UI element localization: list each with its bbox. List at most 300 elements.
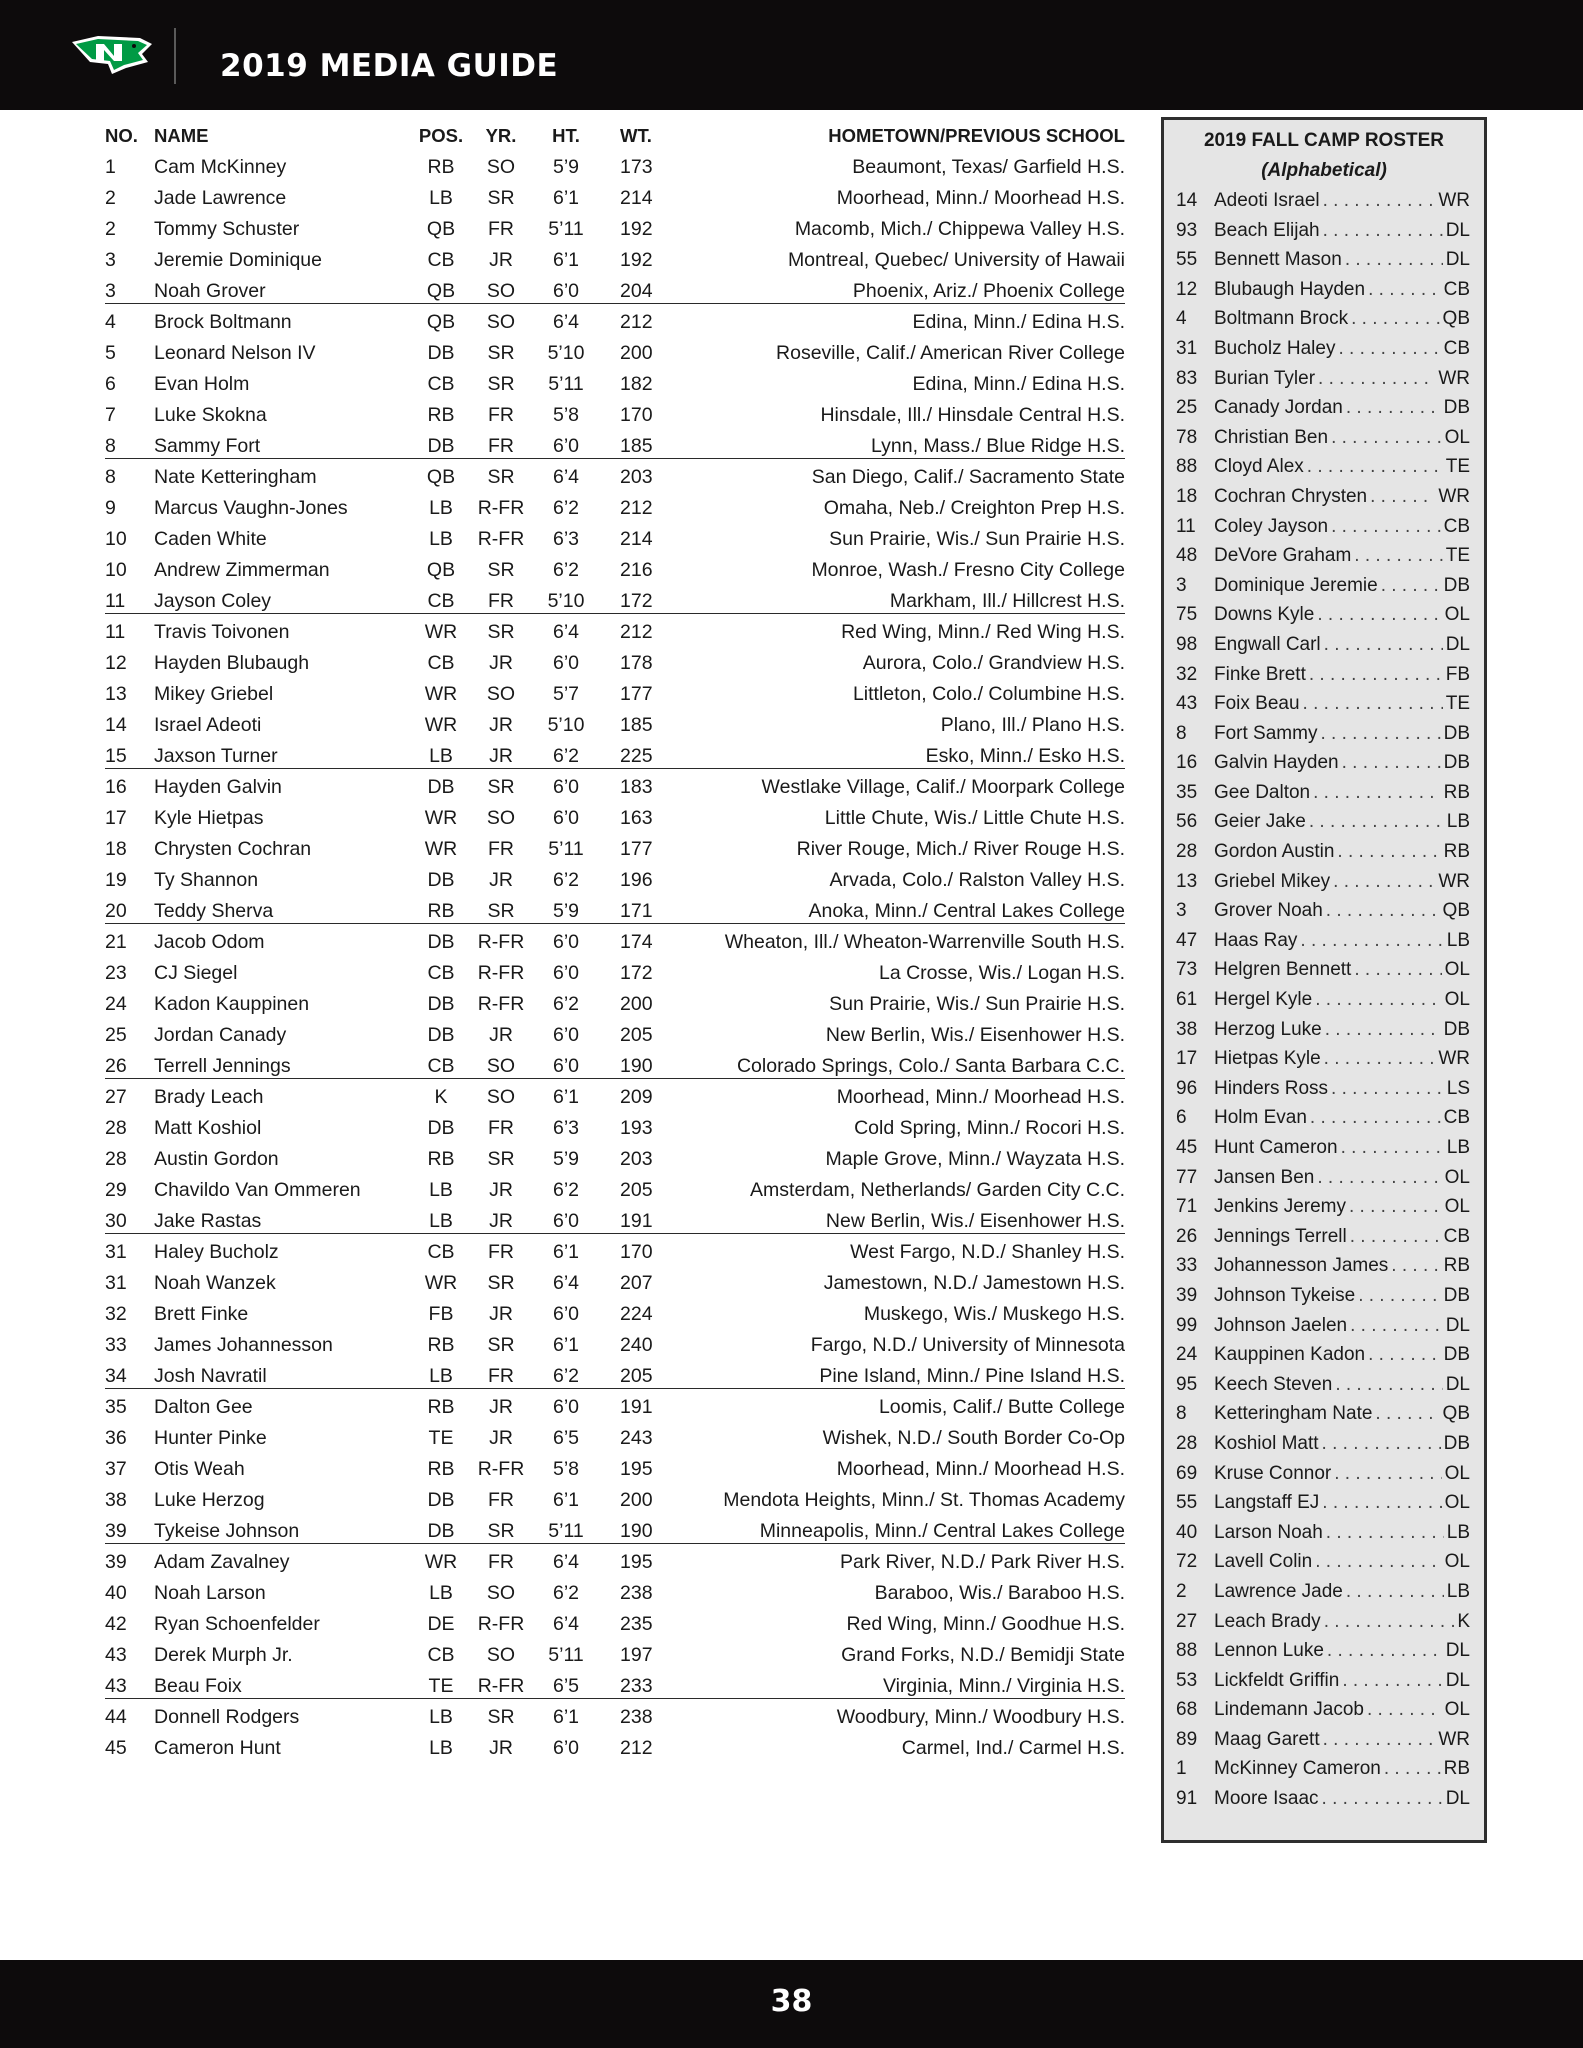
cell-ht: 6’0 [552,652,580,674]
cell-yr: R-FR [477,497,525,519]
list-item [1164,364,1484,394]
list-item-name: Foix Beau [1214,693,1300,715]
cell-pos: DB [427,993,455,1015]
list-item-position: DB [1443,1018,1470,1040]
list-item [1164,1784,1484,1814]
cell-ht: 5’9 [552,1148,580,1170]
cell-no: 21 [105,931,127,953]
dot-leader [1375,1403,1439,1425]
table-row [0,492,1140,523]
list-item-body [1214,1137,1470,1159]
table-row [0,554,1140,585]
list-item [1164,1577,1484,1607]
cell-no: 45 [105,1737,127,1759]
list-item [1164,1163,1484,1193]
cell-wt: 200 [620,1489,653,1511]
cell-yr: FR [488,590,514,612]
dot-leader [1327,1640,1443,1662]
list-item [1164,719,1484,749]
cell-wt: 170 [620,1241,653,1263]
list-item-position: OL [1444,989,1470,1011]
cell-hometown: Arvada, Colo./ Ralston Valley H.S. [829,869,1125,891]
cell-hometown: Aurora, Colo./ Grandview H.S. [862,652,1125,674]
cell-name: Jacob Odom [154,931,265,953]
dot-leader [1368,279,1441,301]
cell-ht: 6’1 [552,249,580,271]
cell-hometown: Loomis, Calif./ Butte College [878,1396,1125,1418]
cell-pos: RB [427,1396,455,1418]
cell-ht: 6’4 [552,1551,580,1573]
cell-pos: LB [429,1737,453,1759]
cell-name: Hayden Galvin [154,776,282,798]
list-item-body [1214,1107,1470,1129]
list-item-body [1214,1255,1470,1277]
cell-no: 3 [105,280,116,302]
table-row [0,1608,1140,1639]
list-item-body [1214,249,1470,271]
cell-hometown: Moorhead, Minn./ Moorhead H.S. [836,1458,1125,1480]
list-item-body [1214,604,1470,626]
cell-hometown: Fargo, N.D./ University of Minnesota [810,1334,1125,1356]
dot-leader [1358,1285,1440,1307]
cell-pos: LB [429,497,453,519]
dot-leader [1326,1522,1444,1544]
dot-leader [1354,545,1442,567]
dot-leader [1307,456,1443,478]
cell-yr: FR [488,218,514,240]
list-item-position: QB [1442,308,1470,330]
cell-hometown: Little Chute, Wis./ Little Chute H.S. [824,807,1125,829]
list-item-name: Kauppinen Kadon [1214,1344,1366,1366]
cell-yr: FR [488,435,514,457]
list-item-position: DL [1445,1669,1470,1691]
cell-pos: DB [427,1024,455,1046]
cell-name: CJ Siegel [154,962,238,984]
cell-yr: SR [487,1334,515,1356]
cell-yr: R-FR [477,1458,525,1480]
dot-leader [1335,1374,1442,1396]
list-item [1164,275,1484,305]
list-item-name: Lavell Colin [1214,1551,1313,1573]
cell-name: Terrell Jennings [154,1055,291,1077]
cell-wt: 178 [620,652,653,674]
table-row [0,1515,1140,1546]
table-row [0,678,1140,709]
list-item-body [1214,338,1470,360]
list-item-body [1214,1463,1470,1485]
list-item-name: Hietpas Kyle [1214,1048,1321,1070]
cell-name: Donnell Rodgers [154,1706,300,1728]
cell-ht: 6’1 [552,1489,580,1511]
table-row [0,1670,1140,1701]
page-number: 38 [770,1984,813,2019]
table-row [0,461,1140,492]
cell-hometown: Colorado Springs, Colo./ Santa Barbara C.C. [736,1055,1125,1077]
cell-ht: 6’1 [552,1241,580,1263]
list-item-name: Lindemann Jacob [1214,1699,1364,1721]
fall-camp-roster-box [1161,117,1487,1843]
cell-no: 36 [105,1427,127,1449]
cell-yr: SR [487,1706,515,1728]
cell-yr: SR [487,559,515,581]
cell-name: Hunter Pinke [154,1427,267,1449]
list-item-number: 38 [1176,1018,1198,1040]
cell-ht: 5’11 [548,1644,584,1666]
list-item-position: CB [1443,278,1470,300]
cell-no: 35 [105,1396,127,1418]
cell-yr: FR [488,1551,514,1573]
cell-yr: SO [486,1055,516,1077]
list-item-name: Gee Dalton [1214,781,1311,803]
cell-yr: FR [488,404,514,426]
cell-ht: 6’1 [552,1086,580,1108]
dot-leader [1325,1019,1441,1041]
table-row [0,1236,1140,1267]
cell-name: Brock Boltmann [154,311,292,333]
list-item-name: Engwall Carl [1214,633,1321,655]
cell-ht: 6’2 [552,559,580,581]
list-item-number: 27 [1176,1610,1198,1632]
cell-pos: QB [426,311,456,333]
dot-leader [1381,575,1441,597]
cell-ht: 6’5 [552,1427,580,1449]
list-item-name: Larson Noah [1214,1521,1323,1543]
cell-wt: 214 [620,187,653,209]
cell-wt: 185 [620,714,653,736]
cell-pos: WR [424,714,458,736]
list-item-number: 88 [1176,456,1198,478]
cell-hometown: Lynn, Mass./ Blue Ridge H.S. [871,435,1125,457]
list-item-name: Canady Jordan [1214,397,1343,419]
list-item [1164,867,1484,897]
list-item-position: LB [1446,811,1470,833]
list-item-body [1214,634,1470,656]
list-item-position: OL [1444,1699,1470,1721]
list-item-body [1214,1670,1470,1692]
cell-no: 30 [105,1210,127,1232]
cell-hometown: Esko, Minn./ Esko H.S. [925,745,1125,767]
dot-leader [1324,1611,1455,1633]
cell-ht: 6’0 [552,931,580,953]
list-item [1164,1103,1484,1133]
cell-name: Brady Leach [154,1086,264,1108]
cell-wt: 192 [620,218,653,240]
cell-pos: QB [426,280,456,302]
list-item-name: Johannesson James [1214,1255,1389,1277]
list-item-position: OL [1444,604,1470,626]
dot-leader [1322,1492,1441,1514]
list-item-name: Koshiol Matt [1214,1432,1319,1454]
cell-yr: JR [489,1210,513,1232]
list-item-body [1214,1640,1470,1662]
cell-wt: 235 [620,1613,653,1635]
cell-ht: 6’1 [552,1706,580,1728]
cell-hometown: Virginia, Minn./ Virginia H.S. [882,1675,1125,1697]
cell-ht: 6’0 [552,1024,580,1046]
list-item-body [1214,1048,1470,1070]
cell-hometown: San Diego, Calif./ Sacramento State [811,466,1125,488]
list-item-position: WR [1438,870,1470,892]
cell-pos: RB [427,1334,455,1356]
cell-yr: SO [486,1582,516,1604]
cell-pos: CB [427,652,455,674]
cell-no: 11 [105,621,126,643]
cell-name: Cameron Hunt [154,1737,281,1759]
list-item-number: 91 [1176,1788,1198,1810]
cell-hometown: Baraboo, Wis./ Baraboo H.S. [874,1582,1125,1604]
cell-yr: SO [486,1644,516,1666]
list-item-number: 40 [1176,1521,1198,1543]
cell-ht: 6’0 [552,962,580,984]
dot-leader [1342,752,1441,774]
cell-pos: LB [429,187,453,209]
sidebar-list [1164,186,1484,1814]
table-row [0,616,1140,647]
cell-no: 11 [105,590,126,612]
list-item-position: LB [1446,1137,1470,1158]
cell-ht: 5’10 [547,714,585,736]
list-item-position: WR [1438,485,1470,507]
list-item [1164,423,1484,453]
cell-wt: 238 [620,1706,653,1728]
cell-pos: LB [429,1210,453,1232]
list-item-number: 45 [1176,1137,1198,1158]
cell-hometown: Wishek, N.D./ South Border Co-Op [822,1427,1125,1449]
cell-hometown: Macomb, Mich./ Chippewa Valley H.S. [794,218,1125,240]
cell-hometown: La Crosse, Wis./ Logan H.S. [878,962,1125,984]
list-item [1164,600,1484,630]
col-header-ht: HT. [552,125,580,146]
list-item-body [1214,664,1470,686]
dot-leader [1351,308,1439,330]
cell-pos: CB [427,249,455,271]
cell-no: 8 [105,466,116,488]
cell-yr: R-FR [477,931,525,953]
dot-leader [1345,249,1443,271]
cell-hometown: Plano, Ill./ Plano H.S. [940,714,1125,736]
table-row [0,1484,1140,1515]
list-item-name: Coley Jayson [1214,515,1329,537]
cell-hometown: Edina, Minn./ Edina H.S. [912,311,1125,333]
cell-hometown: Minneapolis, Minn./ Central Lakes College [759,1520,1125,1542]
col-header-no: NO. [105,125,138,146]
cell-name: Otis Weah [154,1458,245,1480]
cell-pos: RB [427,156,455,178]
table-row [0,1298,1140,1329]
cell-name: Hayden Blubaugh [154,652,310,674]
list-item [1164,1666,1484,1696]
list-item-name: Burian Tyler [1214,367,1316,389]
list-item [1164,1518,1484,1548]
cell-pos: LB [429,1365,453,1387]
list-item-name: Ketteringham Nate [1214,1403,1373,1425]
list-item-number: 61 [1176,989,1198,1011]
cell-pos: TE [428,1675,454,1697]
cell-ht: 5’10 [547,590,585,612]
dot-leader [1331,1078,1444,1100]
cell-name: Andrew Zimmerman [154,559,330,581]
list-item-position: DL [1445,219,1470,241]
list-item-position: DB [1443,752,1470,774]
dot-leader [1323,1729,1436,1751]
list-item-number: 39 [1176,1284,1198,1306]
list-item-position: RB [1443,1255,1470,1277]
list-item-number: 12 [1176,278,1198,300]
cell-hometown: Beaumont, Texas/ Garfield H.S. [852,156,1125,178]
table-row [0,1019,1140,1050]
table-row [0,1267,1140,1298]
cell-name: Cam McKinney [154,156,287,178]
cell-wt: 190 [620,1055,653,1077]
cell-hometown: Moorhead, Minn./ Moorhead H.S. [836,187,1125,209]
list-item-body [1214,516,1470,538]
cell-no: 17 [105,807,127,829]
list-item-number: 71 [1176,1196,1198,1218]
list-item-name: Herzog Luke [1214,1018,1322,1040]
list-item [1164,512,1484,542]
col-header-name: NAME [154,125,209,146]
cell-wt: 203 [620,1148,653,1170]
cell-name: Jordan Canady [154,1024,287,1046]
dot-leader [1391,1255,1440,1277]
list-item-body [1214,1078,1470,1100]
cell-name: Israel Adeoti [154,714,262,736]
cell-wt: 172 [620,962,653,984]
cell-no: 39 [105,1520,127,1542]
list-item-position: CB [1443,515,1470,537]
cell-no: 26 [105,1055,127,1077]
cell-name: Leonard Nelson IV [154,342,316,364]
table-row [0,1701,1140,1732]
table-row [0,1732,1140,1763]
list-item-position: QB [1442,900,1470,922]
cell-pos: WR [424,838,458,860]
cell-yr: JR [489,1396,513,1418]
cell-yr: SR [487,466,515,488]
list-item-name: Bucholz Haley [1214,337,1336,359]
cell-yr: SR [487,373,515,395]
cell-no: 40 [105,1582,127,1604]
dot-leader [1333,871,1435,893]
cell-no: 43 [105,1675,127,1697]
cell-pos: TE [428,1427,454,1449]
list-item-name: Downs Kyle [1214,604,1315,626]
table-row [0,1205,1140,1236]
cell-pos: DB [427,869,455,891]
cell-no: 31 [105,1241,127,1263]
cell-wt: 174 [620,931,653,953]
list-item-body [1214,545,1470,567]
list-item-name: Maag Garett [1214,1728,1320,1750]
cell-wt: 233 [620,1675,653,1697]
cell-no: 2 [105,218,116,240]
cell-pos: QB [426,559,456,581]
list-item-name: Cloyd Alex [1214,456,1304,478]
dot-leader [1323,220,1443,242]
cell-wt: 203 [620,466,653,488]
list-item-body [1214,1522,1470,1544]
cell-ht: 5’11 [548,1520,584,1542]
list-item-name: Lickfeldt Griffin [1214,1669,1340,1691]
list-item-name: Johnson Jaelen [1214,1314,1348,1336]
list-item-position: WR [1438,1048,1470,1070]
list-item-position: DB [1443,1432,1470,1454]
cell-wt: 205 [620,1365,653,1387]
cell-name: Dalton Gee [154,1396,253,1418]
cell-hometown: New Berlin, Wis./ Eisenhower H.S. [825,1210,1125,1232]
list-item-number: 96 [1176,1077,1198,1099]
cell-wt: 212 [620,621,653,643]
cell-name: Chrysten Cochran [154,838,312,860]
dot-leader [1346,397,1441,419]
cell-hometown: Monroe, Wash./ Fresno City College [811,559,1125,581]
cell-pos: RB [427,404,455,426]
cell-yr: JR [489,1024,513,1046]
list-item-body [1214,752,1470,774]
cell-yr: SO [486,1086,516,1108]
cell-name: Jaxson Turner [154,745,278,767]
list-item-body [1214,1611,1470,1633]
list-item-body [1214,900,1470,922]
table-row [0,864,1140,895]
cell-name: Caden White [154,528,267,550]
list-item-number: 4 [1176,308,1187,330]
list-item [1164,1340,1484,1370]
list-item-number: 25 [1176,397,1198,419]
cell-wt: 212 [620,1737,653,1759]
list-item-body [1214,1315,1470,1337]
cell-pos: LB [429,1179,453,1201]
list-item [1164,896,1484,926]
cell-no: 8 [105,435,116,457]
cell-wt: 212 [620,311,653,333]
cell-no: 23 [105,962,127,984]
cell-ht: 5’11 [548,218,584,240]
list-item-number: 2 [1176,1580,1187,1602]
cell-pos: RB [427,1148,455,1170]
table-row [0,1329,1140,1360]
list-item-number: 24 [1176,1344,1198,1366]
cell-yr: R-FR [477,1675,525,1697]
cell-pos: QB [426,466,456,488]
cell-hometown: Jamestown, N.D./ Jamestown H.S. [823,1272,1125,1294]
cell-no: 15 [105,745,127,767]
list-item-number: 13 [1176,870,1198,892]
cell-ht: 6’1 [552,1334,580,1356]
cell-yr: FR [488,1117,514,1139]
cell-yr: SR [487,1520,515,1542]
dot-leader [1313,782,1440,804]
cell-ht: 6’0 [552,1055,580,1077]
cell-ht: 5’8 [552,404,580,426]
cell-hometown: Pine Island, Minn./ Pine Island H.S. [819,1365,1125,1387]
cell-ht: 5’7 [552,683,580,705]
cell-hometown: Littleton, Colo./ Columbine H.S. [852,683,1125,705]
cell-name: Chavildo Van Ommeren [154,1179,361,1201]
list-item-name: Adeoti Israel [1214,190,1320,211]
cell-wt: 212 [620,497,653,519]
list-item-number: 26 [1176,1225,1198,1247]
fighting-hawks-logo [68,32,154,76]
table-row [0,1546,1140,1577]
cell-yr: SO [486,311,516,333]
cell-pos: RB [427,1458,455,1480]
list-item [1164,778,1484,808]
cell-name: Jayson Coley [154,590,272,612]
cell-hometown: Mendota Heights, Minn./ St. Thomas Academy [723,1489,1125,1511]
list-item-position: DB [1443,397,1470,419]
list-item-name: Christian Ben [1214,426,1329,448]
